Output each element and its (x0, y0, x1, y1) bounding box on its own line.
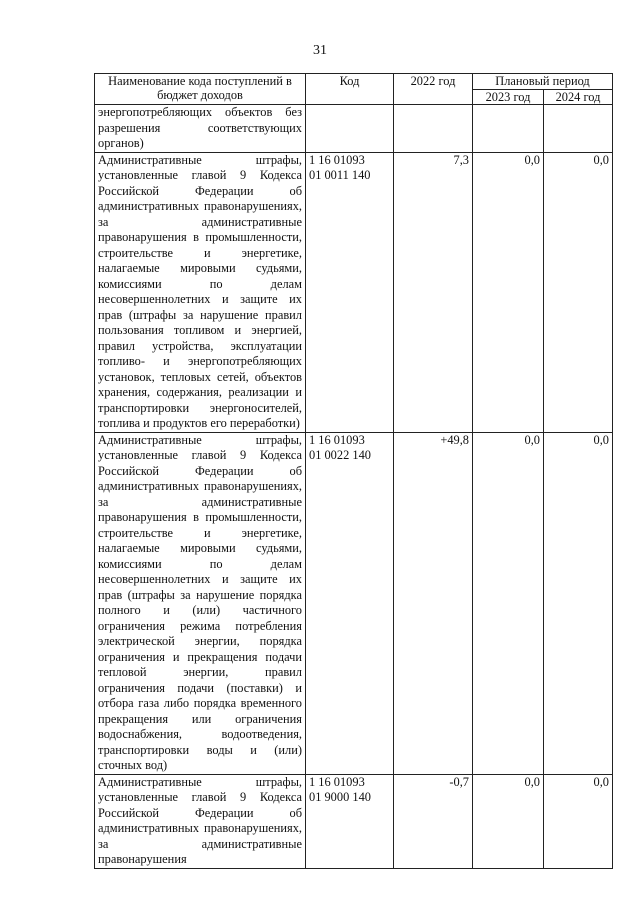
table-row (95, 432, 613, 774)
row-name: энергопотребляющих объектов без разрешения соответствующих органов) (95, 105, 306, 153)
revenue-table (94, 73, 613, 869)
row-2023 (473, 105, 544, 153)
header-plan-period: Плановый период (473, 74, 613, 90)
row-2023-value: 0,0 (473, 152, 544, 432)
row-name: Административные штрафы, установленные главой 9 Кодекса Российской Федерации об административных правонарушениях, за административные правонарушения в промышленности, строительстве и энергетике, налагаемые мировыми судьями, комиссиями по делам несовершеннолетних и защите их прав (штрафы за нарушение порядка полного и (или) частичного ограничения режима потребления электрической энергии, порядка ограничения и прекращения подачи тепловой энергии, правил ограничения подачи (поставки) и отбора газа либо порядка временного прекращения или ограничения водоснабжения, водоотведения, транспортировки воды и (или) сточных вод) (95, 432, 306, 774)
table-row (95, 152, 613, 432)
header-code: Код (306, 74, 394, 105)
row-name: Административные штрафы, установленные главой 9 Кодекса Российской Федерации об административных правонарушениях, за административные правонарушения в промышленности, строительстве и энергетике, налагаемые мировыми судьями, комиссиями по делам несовершеннолетних и защите их прав (штрафы за нарушение правил пользования топливом и энергией, правил устройства, эксплуатации топливо- и энергопотребляющих установок, тепловых сетей, объектов хранения, содержания, реализации и транспортировки энергоносителей, топлива и продуктов его переработки) (95, 152, 306, 432)
row-name: Административные штрафы, установленные главой 9 Кодекса Российской Федерации об административных правонарушениях, за административные правонарушения (95, 774, 306, 868)
row-2022-value: 7,3 (394, 152, 473, 432)
code-line-1: 1 16 01093 (309, 774, 365, 789)
page-number: 31 (313, 43, 327, 58)
header-name: Наименование кода поступлений в бюджет доходов (95, 74, 306, 105)
header-year-2023: 2023 год (473, 89, 544, 105)
row-2023-value: 0,0 (473, 432, 544, 774)
code-line-1: 1 16 01093 (309, 152, 365, 167)
header-year-2024: 2024 год (544, 89, 613, 105)
row-2022-value: -0,7 (394, 774, 473, 868)
row-code (306, 105, 394, 153)
code-line-2: 01 9000 140 (309, 790, 371, 804)
code-line-1: 1 16 01093 (309, 432, 365, 447)
row-2022 (394, 105, 473, 153)
row-2024-value: 0,0 (544, 432, 613, 774)
row-2024-value: 0,0 (544, 152, 613, 432)
code-line-2: 01 0022 140 (309, 448, 371, 462)
row-code (306, 432, 394, 774)
header-year-2022: 2022 год (394, 74, 473, 105)
row-2022-value: +49,8 (394, 432, 473, 774)
table-row-continuation (95, 105, 613, 153)
table-row (95, 774, 613, 868)
row-code (306, 152, 394, 432)
row-2024 (544, 105, 613, 153)
header-row-top (95, 74, 613, 90)
row-code (306, 774, 394, 868)
code-line-2: 01 0011 140 (309, 168, 371, 182)
row-2024-value: 0,0 (544, 774, 613, 868)
row-2023-value: 0,0 (473, 774, 544, 868)
